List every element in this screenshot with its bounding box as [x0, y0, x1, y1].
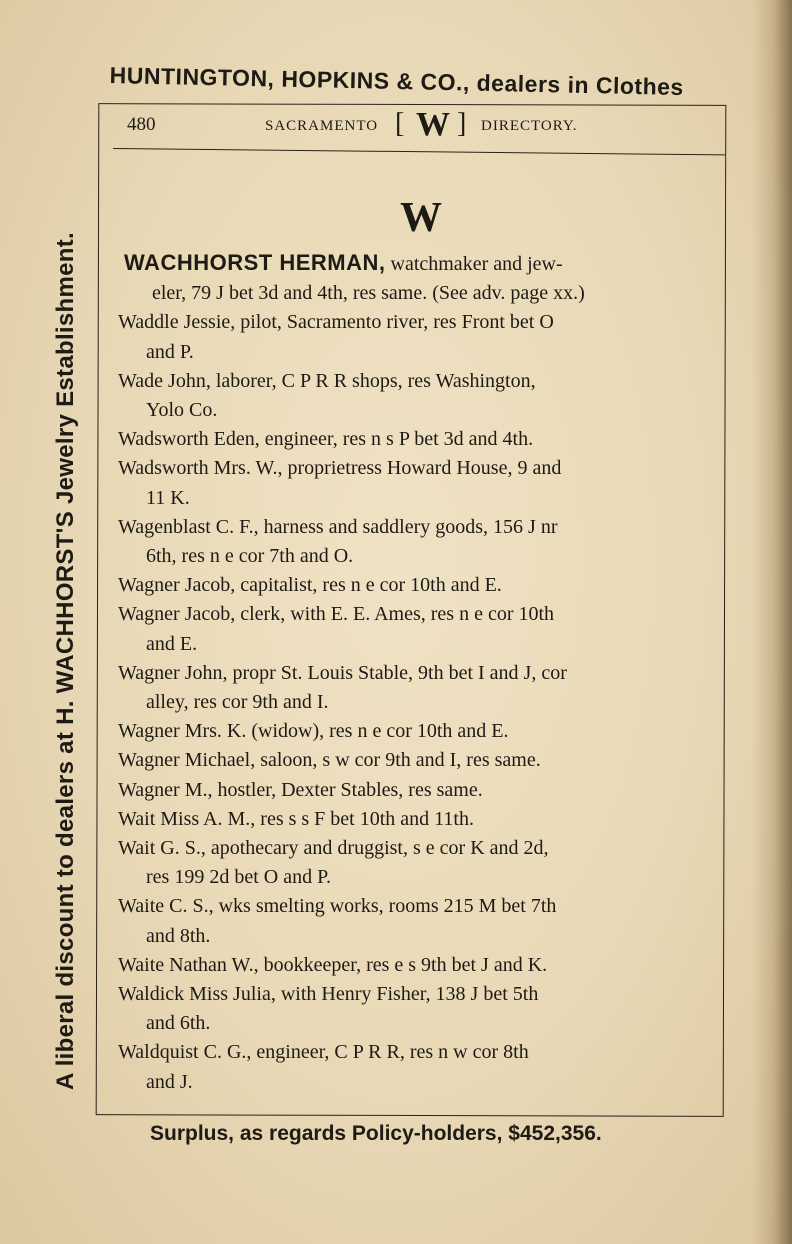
entry-continuation: and 6th.: [146, 1012, 211, 1035]
entry-line: Wagenblast C. F., harness and saddlery goods, 156 J nr: [118, 515, 558, 538]
top-advertisement-banner: HUNTINGTON, HOPKINS & CO., dealers in Clothes: [109, 62, 685, 101]
header-city: SACRAMENTO: [265, 118, 379, 134]
footer-advertisement: Surplus, as regards Policy-holders, $452,356.: [150, 1122, 602, 1145]
header-bracket-open: [: [395, 108, 405, 139]
header-bracket-close: ]: [457, 108, 467, 139]
entry-line: watchmaker and jew-: [385, 253, 563, 275]
directory-entry: [118, 1038, 718, 1096]
entry-line: Waldick Miss Julia, with Henry Fisher, 138 J bet 5th: [118, 983, 539, 1006]
entry-line: Waddle Jessie, pilot, Sacramento river, res Front bet O: [118, 311, 554, 334]
entry-line: Wadsworth Eden, engineer, res n s P bet 3d and 4th.: [118, 428, 534, 451]
section-letter: W: [400, 195, 442, 241]
entry-line: Wait Miss A. M., res s s F bet 10th and 11th.: [118, 807, 474, 830]
side-advertisement-banner: A liberal discount to dealers at H. WACHHORST'S Jewelry Establishment.: [52, 231, 79, 1090]
directory-entry: [118, 571, 718, 600]
directory-entry: [118, 980, 718, 1038]
entry-continuation: and 8th.: [146, 924, 211, 947]
entry-line: Wade John, laborer, C P R R shops, res Washington,: [118, 369, 536, 392]
page-edge-shadow: [752, 0, 792, 1244]
header-directory: DIRECTORY.: [481, 118, 578, 134]
entry-continuation: alley, res cor 9th and I.: [146, 691, 329, 714]
entry-continuation: and P.: [146, 340, 194, 363]
directory-entry: [118, 776, 718, 805]
entry-continuation: res 199 2d bet O and P.: [146, 866, 331, 889]
entry-name-bold: WACHHORST HERMAN,: [124, 250, 386, 275]
entry-line: Wagner Mrs. K. (widow), res n e cor 10th and E.: [118, 720, 509, 743]
directory-entry: [118, 367, 718, 425]
entry-continuation: Yolo Co.: [146, 399, 218, 422]
directory-entry: [118, 659, 718, 717]
entry-continuation: 11 K.: [146, 486, 190, 509]
directory-entry: [118, 951, 718, 980]
directory-entry: [118, 717, 718, 746]
entry-line: Wagner Michael, saloon, s w cor 9th and I, res same.: [118, 749, 541, 772]
entry-line: Wagner M., hostler, Dexter Stables, res same.: [118, 778, 483, 801]
entry-line: Waldquist C. G., engineer, C P R R, res n w cor 8th: [118, 1041, 529, 1064]
directory-entry: [118, 892, 718, 950]
entry-line: Wadsworth Mrs. W., proprietress Howard House, 9 and: [118, 457, 562, 480]
entry-continuation: and E.: [146, 632, 198, 655]
directory-entry: [118, 425, 718, 454]
running-header: [127, 106, 717, 144]
entry-line: Wagner John, propr St. Louis Stable, 9th bet I and J, cor: [118, 661, 567, 684]
directory-entry: [118, 600, 718, 658]
directory-entry: [118, 248, 718, 308]
header-letter: W: [416, 106, 450, 143]
directory-entry: [118, 834, 718, 892]
directory-entry: [118, 746, 718, 775]
entry-line: Wagner Jacob, clerk, with E. E. Ames, res n e cor 10th: [118, 603, 555, 626]
entry-continuation: and J.: [146, 1070, 193, 1093]
entry-continuation: 6th, res n e cor 7th and O.: [146, 545, 354, 568]
directory-entries: [118, 248, 718, 1097]
directory-entry: [118, 308, 718, 366]
directory-entry: [118, 513, 718, 571]
entry-line: Waite Nathan W., bookkeeper, res e s 9th bet J and K.: [118, 953, 548, 976]
entry-line: Wait G. S., apothecary and druggist, s e cor K and 2d,: [118, 837, 549, 860]
directory-entry: [118, 454, 718, 512]
page-number: 480: [127, 114, 156, 135]
entry-continuation: eler, 79 J bet 3d and 4th, res same. (See adv. page xx.): [152, 282, 585, 305]
directory-entry: [118, 805, 718, 834]
entry-line: Wagner Jacob, capitalist, res n e cor 10th and E.: [118, 574, 502, 597]
entry-line: Waite C. S., wks smelting works, rooms 215 M bet 7th: [118, 895, 557, 918]
